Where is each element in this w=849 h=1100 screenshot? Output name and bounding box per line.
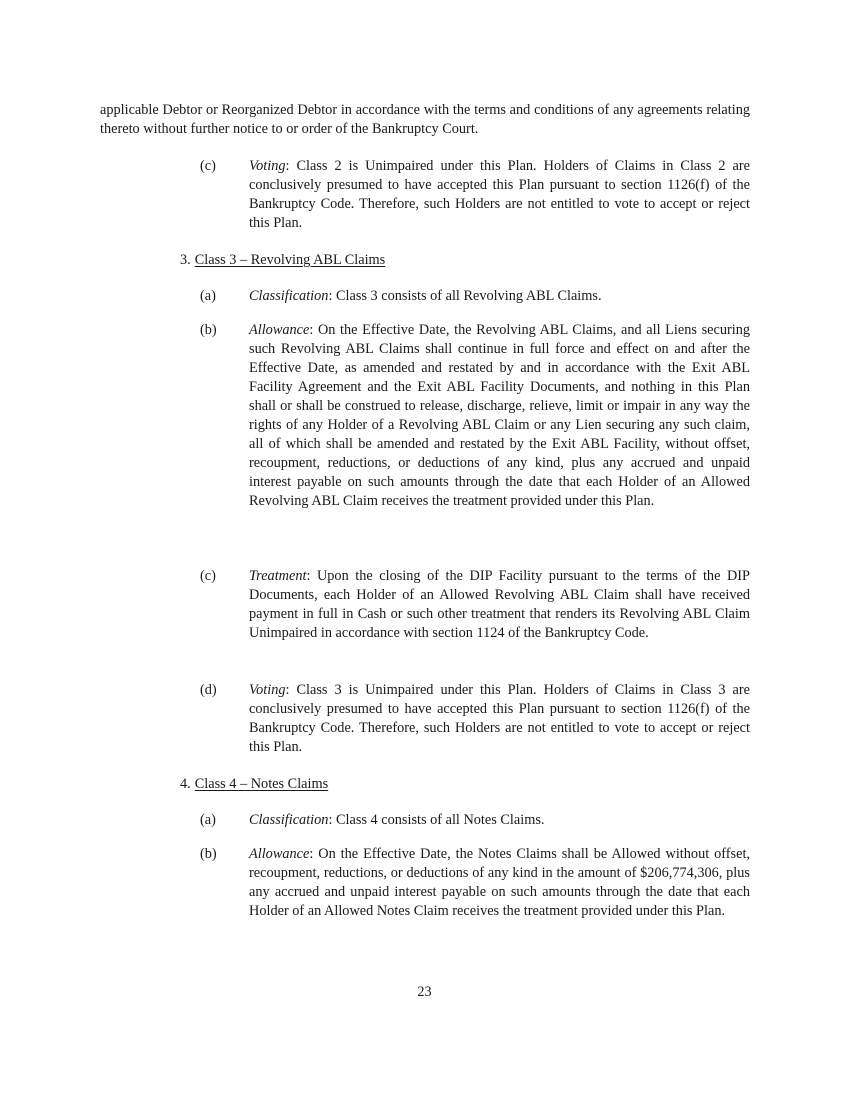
item-text	[249, 157, 750, 233]
item-label: (b)	[200, 322, 217, 338]
item-term: Voting	[249, 158, 286, 174]
item-body: : Class 2 is Unimpaired under this Plan. Holders of Claims in Class 2 are conclusively presumed to have accepted this Plan pursuant to section 1126(f) of the Bankruptcy Code. Therefore, such Holders are not entitled to vote to accept or reject this Plan.	[249, 158, 750, 231]
item-text	[249, 845, 750, 921]
item-label: (a)	[200, 812, 216, 828]
item-body: : On the Effective Date, the Notes Claims shall be Allowed without offset, recoupment, reductions, or deductions of any kind in the amount of $206,774,306, plus any accrued and unpaid interest payable on such amounts through the date that each Holder of an Allowed Notes Claim receives the treatment provided under this Plan.	[249, 846, 750, 919]
item-label: (d)	[200, 682, 217, 698]
class4-heading	[180, 775, 328, 794]
section-number: 3.	[180, 252, 191, 268]
item-label: (c)	[200, 568, 216, 584]
item-text	[249, 287, 750, 306]
intro-paragraph: applicable Debtor or Reorganized Debtor in accordance with the terms and conditions of any agreements relating thereto without further notice to or order of the Bankruptcy Court.	[100, 102, 750, 137]
item-term: Treatment	[249, 568, 307, 584]
item-label: (c)	[200, 158, 216, 174]
class3-classification-item	[200, 287, 750, 306]
item-term: Allowance	[249, 846, 310, 862]
item-label: (b)	[200, 846, 217, 862]
item-body: : Upon the closing of the DIP Facility pursuant to the terms of the DIP Documents, each Holder of an Allowed Revolving ABL Claim shall have received payment in full in Cash or such other treatment that renders its Revolving ABL Claim Unimpaired in accordance with section 1124 of the Bankruptcy Code.	[249, 568, 750, 641]
item-text	[249, 811, 750, 830]
section-title: Class 3 – Revolving ABL Claims	[194, 252, 386, 268]
item-body: : On the Effective Date, the Revolving ABL Claims, and all Liens securing such Revolving ABL Claims shall continue in full force and effect on and after the Effective Date, as amended and restated by and in accordance with the Exit ABL Facility Agreement and the Exit ABL Facility Documents, and nothing in this Plan shall or shall be construed to release, discharge, relieve, limit or impair in any way the rights of any Holder of a Revolving ABL Claim or any Lien securing any such claim, all of which shall be amended and restated by the Exit ABL Facility, without offset, recoupment, reductions, or deductions of any kind, plus any accrued and unpaid interest payable on such amounts through the date that each Holder of an Allowed Revolving ABL Claim receives the treatment provided under this Plan.	[249, 322, 750, 509]
section-number: 4.	[180, 776, 191, 792]
class3-heading	[180, 251, 385, 270]
class3-treatment-item	[200, 567, 750, 643]
item-term: Classification	[249, 288, 329, 304]
class3-allowance-item	[200, 321, 750, 511]
page-number: 23	[417, 984, 432, 1000]
class3-voting-item	[200, 681, 750, 757]
section-title: Class 4 – Notes Claims	[194, 776, 329, 792]
class2-voting-item	[200, 157, 750, 233]
item-text	[249, 681, 750, 757]
item-body: : Class 4 consists of all Notes Claims.	[328, 812, 545, 828]
item-body: : Class 3 is Unimpaired under this Plan. Holders of Claims in Class 3 are conclusively presumed to have accepted this Plan pursuant to section 1126(f) of the Bankruptcy Code. Therefore, such Holders are not entitled to vote to accept or reject this Plan.	[249, 682, 750, 755]
item-term: Allowance	[249, 322, 310, 338]
item-term: Voting	[249, 682, 286, 698]
class4-classification-item	[200, 811, 750, 830]
item-term: Classification	[249, 812, 329, 828]
item-text	[249, 567, 750, 643]
class4-allowance-item	[200, 845, 750, 921]
item-text	[249, 321, 750, 511]
item-body: : Class 3 consists of all Revolving ABL Claims.	[328, 288, 602, 304]
item-label: (a)	[200, 288, 216, 304]
